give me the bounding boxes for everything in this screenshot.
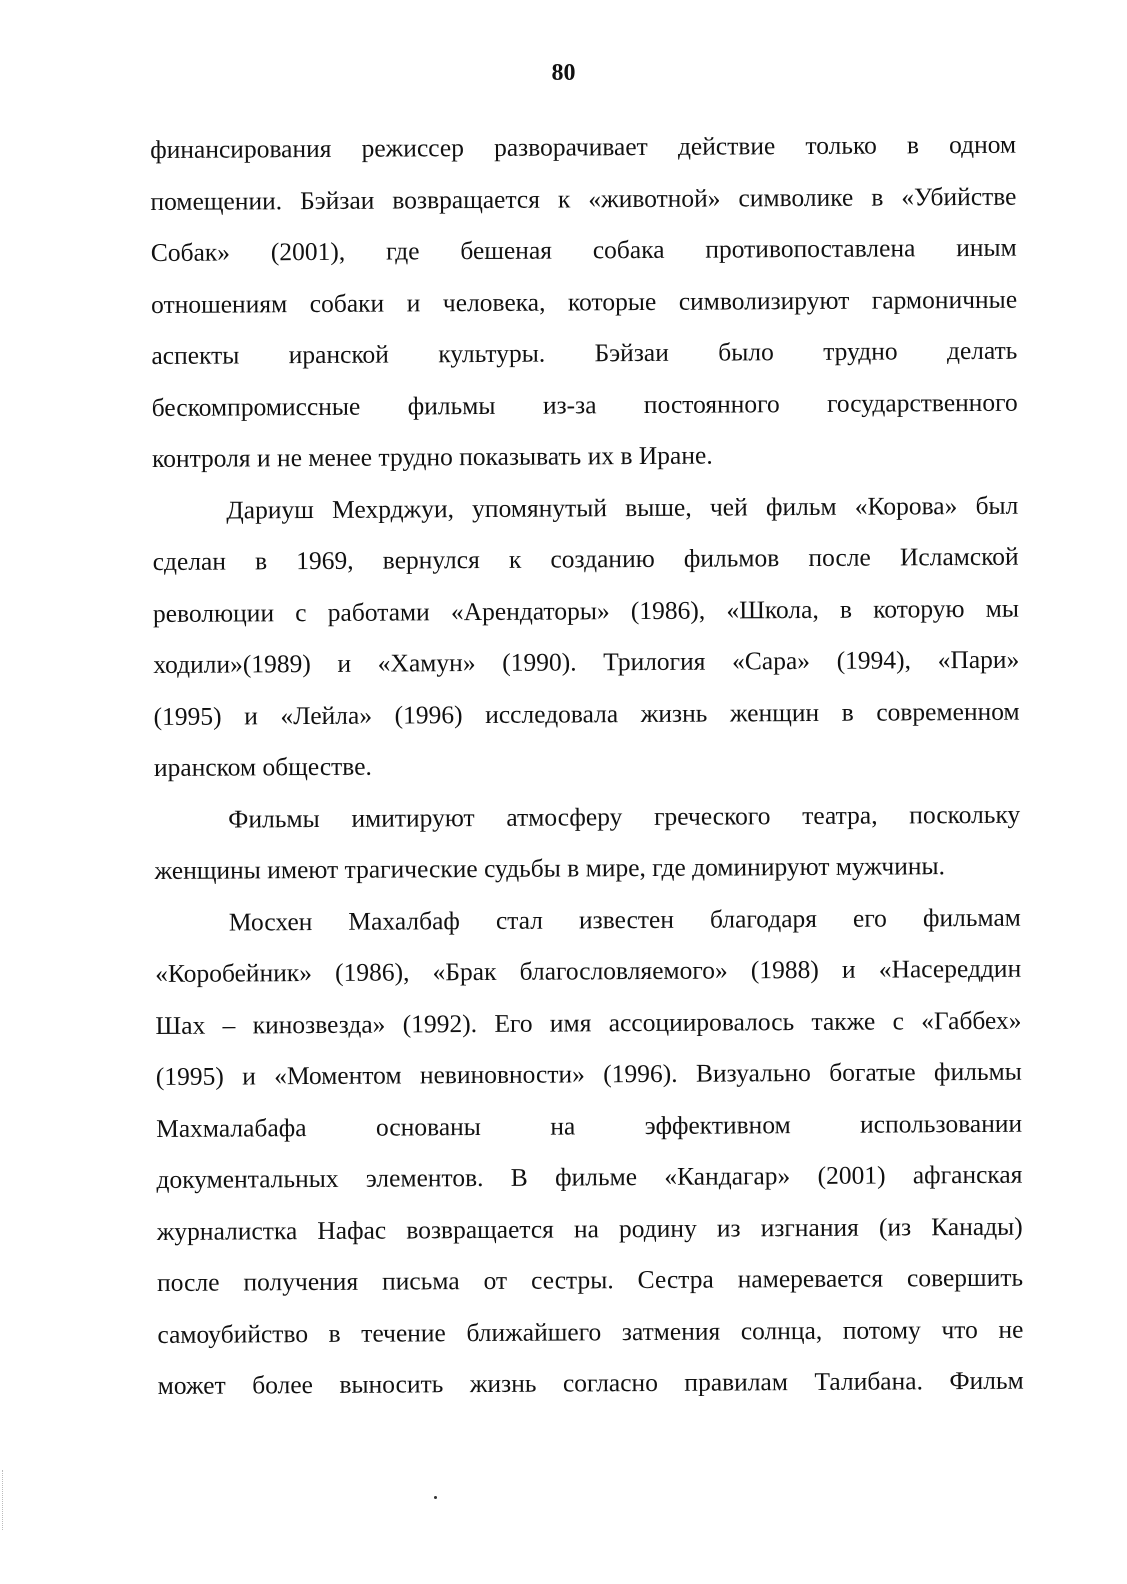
text-line: аспекты иранской культуры. Бэйзаи было трудно делать — [151, 335, 1018, 370]
text-line: может более выносить жизнь согласно правилам Талибана. Фильм — [157, 1365, 1024, 1400]
scan-speck — [434, 1496, 437, 1499]
text-line: журналистка Нафас возвращается на родину из изгнания (из Канады) — [156, 1211, 1023, 1246]
text-line: (1995) и «Моментом невиновности» (1996). Визуально богатые фильмы — [155, 1056, 1022, 1091]
text-line: ходили»(1989) и «Хамун» (1990). Трилогия «Сара» (1994), «Пари» — [153, 644, 1020, 679]
text-line: «Коробейник» (1986), «Брак благословляемого» (1988) и «Насереддин — [155, 953, 1022, 988]
text-line: Махмалабафа основаны на эффективном использовании — [156, 1108, 1023, 1143]
text-line: женщины имеют трагические судьбы в мире, где доминируют мужчины. — [154, 851, 946, 885]
text-line: Фильмы имитируют атмосферу греческого театра, поскольку — [228, 799, 1021, 834]
text-line: Дариуш Мехрджуи, упомянутый выше, чей фильм «Корова» был — [226, 490, 1019, 525]
text-line: контроля и не менее трудно показывать их в Иране. — [151, 440, 713, 473]
text-line: революции с работами «Арендаторы» (1986), «Школа, в которую мы — [152, 593, 1020, 628]
text-line: Собак» (2001), где бешеная собака противопоставлена иным — [150, 232, 1017, 267]
text-line: бескомпромиссные фильмы из-за постоянного государственного — [151, 387, 1018, 422]
text-line: документальных элементов. В фильме «Кандагар» (2001) афганская — [156, 1159, 1023, 1194]
body-text — [150, 119, 1024, 1412]
text-line: иранском обществе. — [153, 751, 372, 782]
text-line: сделан в 1969, вернулся к созданию фильмов после Исламской — [152, 541, 1019, 576]
text-line: после получения письма от сестры. Сестра намеревается совершить — [156, 1262, 1024, 1297]
text-line: отношениям собаки и человека, которые символизируют гармоничные — [151, 284, 1018, 319]
text-line: (1995) и «Лейла» (1996) исследовала жизнь женщин в современном — [153, 696, 1020, 731]
text-line: финансирования режиссер разворачивает действие только в одном — [150, 129, 1017, 164]
text-line: самоубийство в течение ближайшего затмения солнца, потому что не — [157, 1314, 1024, 1349]
text-line: Шах – кинозвезда» (1992). Его имя ассоциировалось также с «Габбех» — [155, 1005, 1022, 1040]
text-line: Мосхен Махалбаф стал известен благодаря его фильмам — [228, 902, 1021, 937]
scan-edge-artifact — [2, 1470, 5, 1530]
page-number: 80 — [551, 60, 576, 86]
text-line: помещении. Бэйзаи возвращается к «животной» символике в «Убийстве — [150, 181, 1017, 216]
